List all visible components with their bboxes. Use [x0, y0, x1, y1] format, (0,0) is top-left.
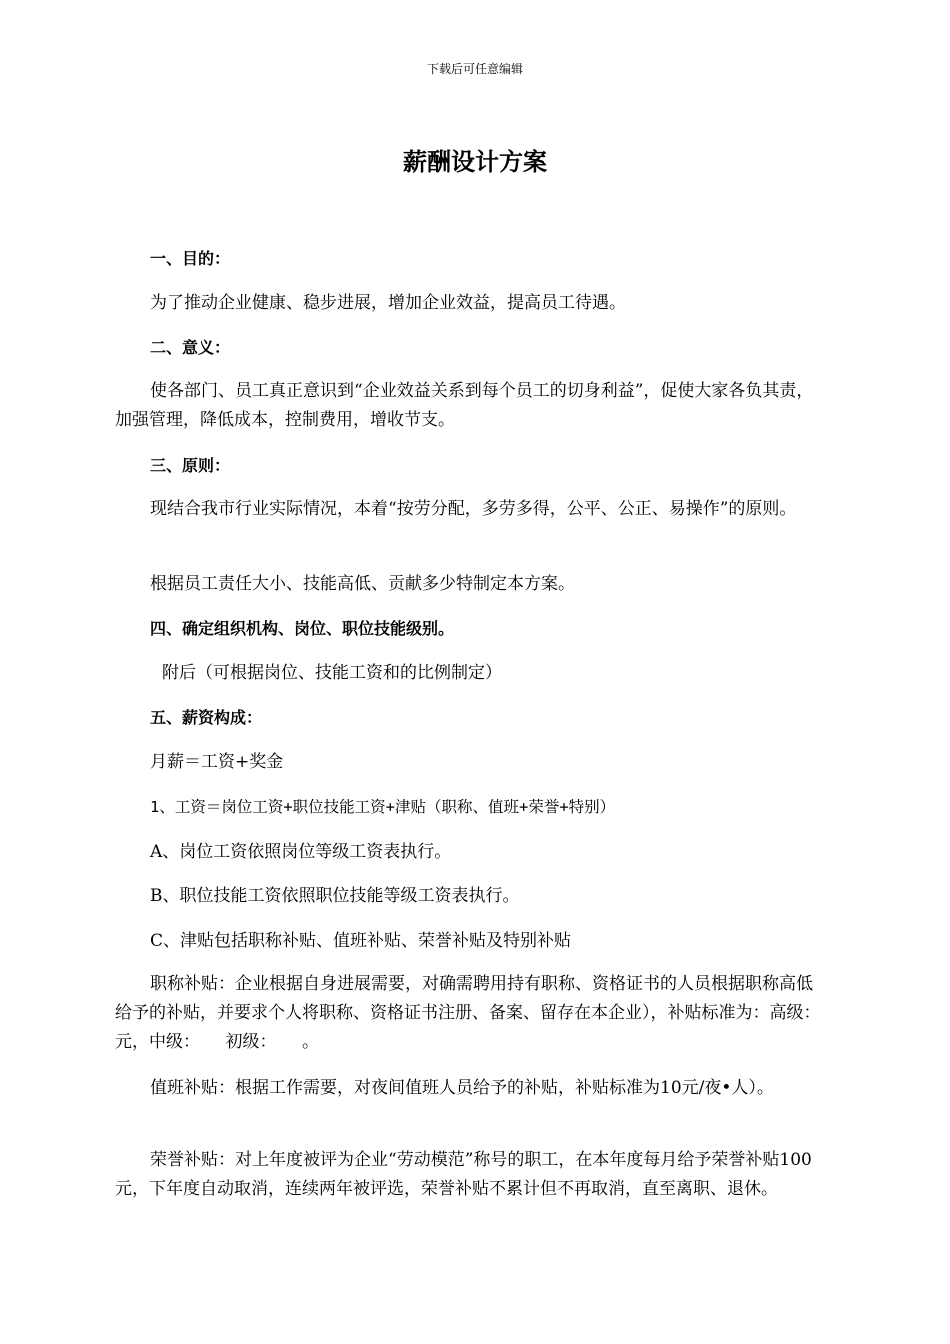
section-2-text: 使各部门、员工真正意识到“企业效益关系到每个员工的切身利益”，促使大家各负其责，加强管理，降低成本，控制费用，增收节支。	[115, 381, 814, 430]
wage-formula: 1、工资＝岗位工资+职位技能工资+津贴（职称、值班+荣誉+特别）	[150, 798, 616, 816]
section-5-heading: 五、薪资构成：	[150, 708, 263, 727]
duty-allowance-paragraph: 值班补贴：根据工作需要，对夜间值班人员给予的补贴，补贴标准为10元/夜•人）。	[150, 1078, 774, 1098]
section-4-heading: 四、确定组织机构、岗位、职位技能级别。	[150, 619, 455, 638]
section-4-text: 附后（可根据岗位、技能工资和的比例制定）	[162, 663, 502, 683]
header-note: 下载后可任意编辑	[426, 62, 523, 76]
section-2-heading: 二、意义：	[150, 338, 231, 357]
item-c: C、津贴包括职称补贴、值班补贴、荣誉补贴及特别补贴	[150, 931, 572, 951]
salary-formula: 月薪＝工资+奖金	[150, 752, 284, 772]
title-allowance-paragraph: 职称补贴：企业根据自身进展需要，对确需聘用持有职称、资格证书的人员根据职称高低给予的补贴，并要求个人将职称、资格证书注册、备案、留存在本企业），补贴标准为：高级： 元，中级： 初级： 。	[115, 974, 846, 1052]
section-3-heading: 三、原则：	[150, 456, 231, 475]
document-title: 薪酬设计方案	[403, 148, 547, 176]
section-3-text: 现结合我市行业实际情况，本着“按劳分配，多劳多得，公平、公正、易操作”的原则。	[150, 499, 797, 519]
honor-allowance-paragraph: 荣誉补贴：对上年度被评为企业“劳动模范”称号的职工，在本年度每月给予荣誉补贴100元，下年度自动取消，连续两年被评选，荣誉补贴不累计但不再取消，直至离职、退休。	[115, 1150, 812, 1199]
section-3-text-2: 根据员工责任大小、技能高低、贡献多少特制定本方案。	[150, 574, 575, 594]
item-b: B、职位技能工资依照职位技能等级工资表执行。	[150, 886, 520, 906]
item-a: A、岗位工资依照岗位等级工资表执行。	[150, 842, 452, 862]
section-1-text: 为了推动企业健康、稳步进展，增加企业效益，提高员工待遇。	[150, 293, 626, 313]
section-1-heading: 一、目的：	[150, 249, 231, 268]
